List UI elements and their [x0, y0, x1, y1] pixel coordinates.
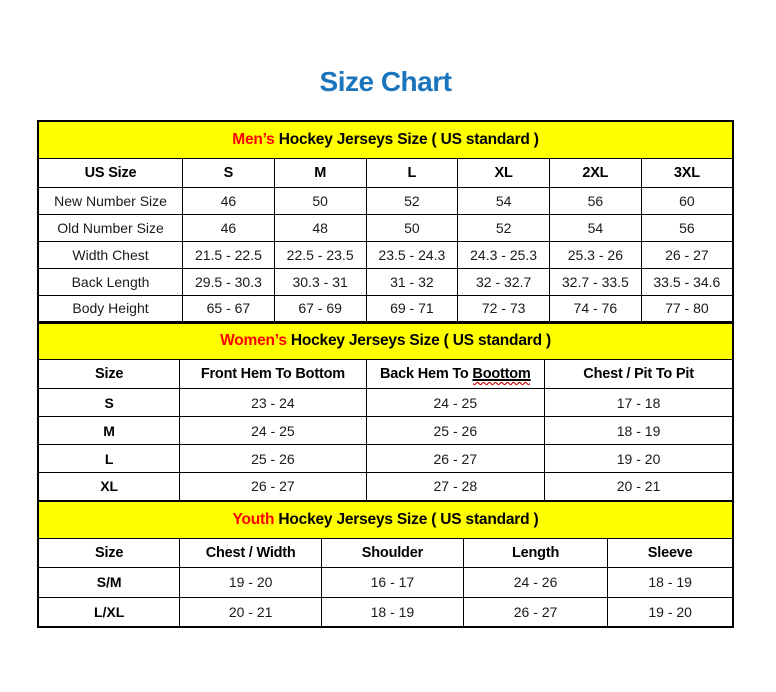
womens-value-cell: 24 - 25 — [366, 389, 545, 417]
mens-value-cell: 60 — [641, 187, 733, 214]
womens-column-header: Chest / Pit To Pit — [545, 360, 733, 389]
mens-value-cell: 26 - 27 — [641, 241, 733, 268]
mens-value-cell: 65 - 67 — [183, 295, 275, 322]
mens-value-cell: 46 — [183, 187, 275, 214]
youth-size-table — [37, 500, 734, 628]
womens-section-title-accent: Women’s — [220, 332, 287, 350]
mens-section-title-accent: Men’s — [232, 130, 275, 148]
youth-section-band — [38, 501, 733, 538]
mens-column-header: 3XL — [641, 158, 733, 187]
womens-value-cell: 24 - 25 — [180, 417, 366, 445]
mens-value-cell: 23.5 - 24.3 — [366, 241, 458, 268]
mens-table-row — [38, 268, 733, 295]
mens-value-cell: 32 - 32.7 — [458, 268, 550, 295]
mens-value-cell: 22.5 - 23.5 — [274, 241, 366, 268]
womens-table-row — [38, 417, 733, 445]
mens-row-label: Width Chest — [38, 241, 183, 268]
mens-value-cell: 24.3 - 25.3 — [458, 241, 550, 268]
misspelled-word: Boottom — [472, 366, 531, 382]
mens-row-label: Old Number Size — [38, 214, 183, 241]
mens-value-cell: 54 — [458, 187, 550, 214]
womens-section-title — [38, 323, 733, 360]
mens-value-cell: 46 — [183, 214, 275, 241]
mens-row-label: Body Height — [38, 295, 183, 322]
womens-column-header: Size — [38, 360, 180, 389]
youth-table-row — [38, 597, 733, 627]
mens-value-cell: 67 - 69 — [274, 295, 366, 322]
mens-value-cell: 56 — [549, 187, 641, 214]
youth-value-cell: 26 - 27 — [463, 597, 608, 627]
mens-value-cell: 32.7 - 33.5 — [549, 268, 641, 295]
mens-column-header: M — [274, 158, 366, 187]
womens-section-title-text: Hockey Jerseys Size ( US standard ) — [286, 332, 551, 350]
youth-value-cell: 16 - 17 — [322, 567, 464, 597]
mens-table-row — [38, 241, 733, 268]
mens-table-row — [38, 214, 733, 241]
mens-value-cell: 72 - 73 — [458, 295, 550, 322]
youth-table-row — [38, 567, 733, 597]
mens-value-cell: 56 — [641, 214, 733, 241]
mens-value-cell: 74 - 76 — [549, 295, 641, 322]
mens-table-row — [38, 295, 733, 322]
youth-column-header: Chest / Width — [180, 538, 322, 567]
mens-value-cell: 30.3 - 31 — [274, 268, 366, 295]
youth-section-title — [38, 501, 733, 538]
mens-value-cell: 21.5 - 22.5 — [183, 241, 275, 268]
mens-section-title-text: Hockey Jerseys Size ( US standard ) — [274, 130, 539, 148]
size-chart-tables — [37, 120, 734, 628]
page-title: Size Chart — [319, 66, 452, 97]
mens-section-title — [38, 121, 733, 158]
womens-value-cell: 26 - 27 — [180, 473, 366, 501]
youth-section-title-accent: Youth — [232, 510, 275, 528]
youth-value-cell: 24 - 26 — [463, 567, 608, 597]
womens-size-table — [37, 322, 734, 502]
mens-value-cell: 50 — [274, 187, 366, 214]
mens-row-label: Back Length — [38, 268, 183, 295]
mens-value-cell: 50 — [366, 214, 458, 241]
youth-row-label: S/M — [38, 567, 180, 597]
youth-column-header: Length — [463, 538, 608, 567]
youth-column-header: Size — [38, 538, 180, 567]
youth-row-label: L/XL — [38, 597, 180, 627]
womens-value-cell: 27 - 28 — [366, 473, 545, 501]
mens-value-cell: 31 - 32 — [366, 268, 458, 295]
womens-value-cell: 17 - 18 — [545, 389, 733, 417]
mens-column-header: US Size — [38, 158, 183, 187]
mens-value-cell: 52 — [366, 187, 458, 214]
mens-value-cell: 48 — [274, 214, 366, 241]
mens-column-header: 2XL — [549, 158, 641, 187]
youth-value-cell: 18 - 19 — [608, 567, 733, 597]
youth-value-cell: 18 - 19 — [322, 597, 464, 627]
mens-column-header: L — [366, 158, 458, 187]
womens-value-cell: 25 - 26 — [366, 417, 545, 445]
mens-value-cell: 77 - 80 — [641, 295, 733, 322]
mens-header-row — [38, 158, 733, 187]
womens-header-row — [38, 360, 733, 389]
womens-table-row — [38, 473, 733, 501]
womens-value-cell: 18 - 19 — [545, 417, 733, 445]
womens-row-label: XL — [38, 473, 180, 501]
youth-column-header: Sleeve — [608, 538, 733, 567]
womens-value-cell: 26 - 27 — [366, 445, 545, 473]
womens-value-cell: 20 - 21 — [545, 473, 733, 501]
mens-value-cell: 69 - 71 — [366, 295, 458, 322]
mens-column-header: XL — [458, 158, 550, 187]
womens-row-label: S — [38, 389, 180, 417]
womens-column-header: Front Hem To Bottom — [180, 360, 366, 389]
womens-value-cell: 25 - 26 — [180, 445, 366, 473]
mens-section-band — [38, 121, 733, 158]
womens-value-cell: 19 - 20 — [545, 445, 733, 473]
mens-value-cell: 25.3 - 26 — [549, 241, 641, 268]
womens-section-band — [38, 323, 733, 360]
womens-column-header: Back Hem To Boottom — [366, 360, 545, 389]
youth-section-title-text: Hockey Jerseys Size ( US standard ) — [274, 510, 539, 528]
mens-value-cell: 54 — [549, 214, 641, 241]
youth-header-row — [38, 538, 733, 567]
womens-table-row — [38, 445, 733, 473]
mens-row-label: New Number Size — [38, 187, 183, 214]
youth-value-cell: 19 - 20 — [180, 567, 322, 597]
youth-value-cell: 19 - 20 — [608, 597, 733, 627]
womens-row-label: L — [38, 445, 180, 473]
mens-size-table — [37, 120, 734, 323]
mens-column-header: S — [183, 158, 275, 187]
mens-value-cell: 52 — [458, 214, 550, 241]
mens-table-row — [38, 187, 733, 214]
youth-column-header: Shoulder — [322, 538, 464, 567]
mens-value-cell: 29.5 - 30.3 — [183, 268, 275, 295]
womens-row-label: M — [38, 417, 180, 445]
womens-table-row — [38, 389, 733, 417]
youth-value-cell: 20 - 21 — [180, 597, 322, 627]
womens-value-cell: 23 - 24 — [180, 389, 366, 417]
mens-value-cell: 33.5 - 34.6 — [641, 268, 733, 295]
